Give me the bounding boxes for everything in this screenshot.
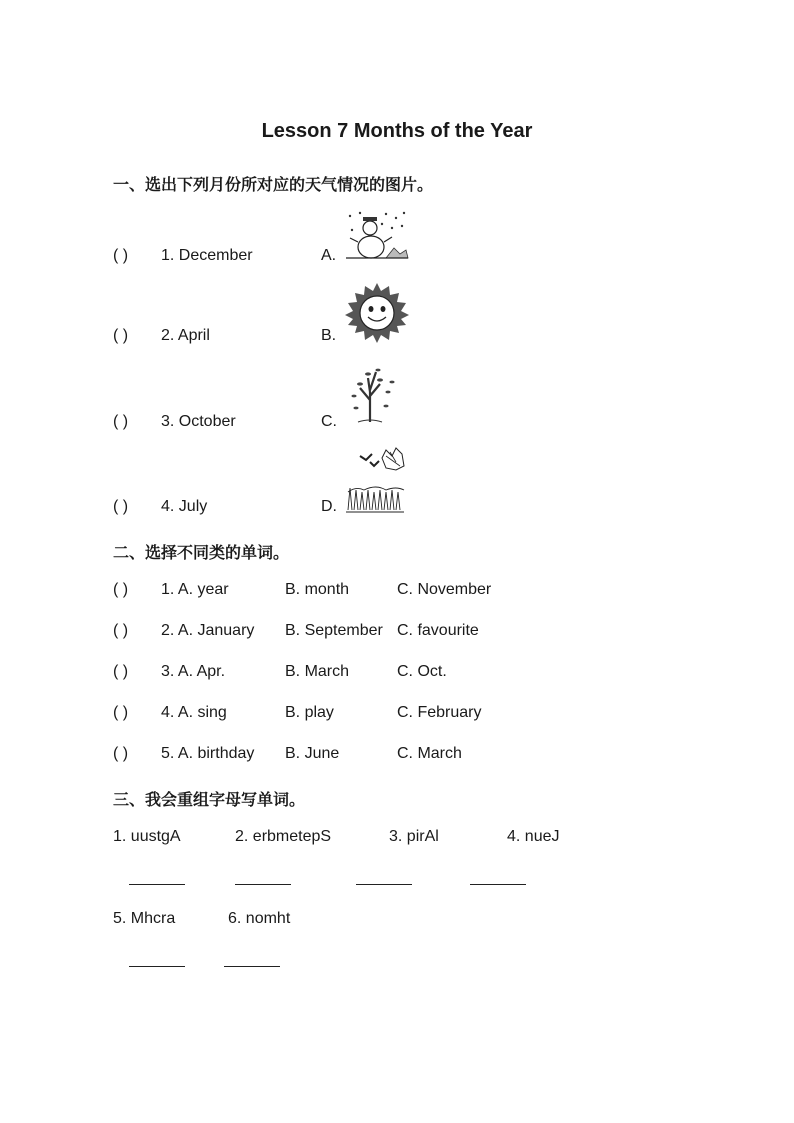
section1-heading: 一、选出下列月份所对应的天气情况的图片。 [113, 177, 434, 194]
option-a: 2. A. January [161, 622, 255, 639]
answer-bracket[interactable]: ( ) [113, 663, 129, 680]
option-c: C. Oct. [397, 663, 447, 680]
answer-bracket[interactable]: ( ) [113, 581, 129, 598]
answer-bracket[interactable]: ( ) [113, 622, 129, 639]
option-b: B. play [285, 704, 334, 721]
scrambled-word: 4. nueJ [507, 828, 560, 845]
option-label: D. [321, 498, 337, 515]
answer-bracket[interactable]: ( ) [113, 745, 129, 762]
scrambled-word: 1. uustgA [113, 828, 181, 845]
option-c: C. November [397, 581, 492, 598]
question-text: 2. April [161, 327, 210, 344]
option-a: 4. A. sing [161, 704, 227, 721]
scrambled-word: 5. Mhcra [113, 910, 176, 927]
answer-blank[interactable] [224, 966, 280, 967]
answer-blank[interactable] [470, 884, 526, 885]
answer-bracket[interactable]: ( ) [113, 498, 129, 515]
option-b: B. March [285, 663, 350, 680]
answer-blank[interactable] [356, 884, 412, 885]
scrambled-word: 2. erbmetepS [235, 828, 332, 845]
page-title: Lesson 7 Months of the Year [261, 120, 533, 142]
option-c: C. February [397, 704, 482, 721]
option-a: 1. A. year [161, 581, 229, 598]
autumn-tree-icon [348, 362, 398, 424]
option-a: 5. A. birthday [161, 745, 255, 762]
section3-heading: 三、我会重组字母写单词。 [113, 792, 306, 809]
option-label: A. [321, 247, 337, 264]
question-text: 3. October [161, 413, 236, 430]
snowman-icon [346, 210, 408, 262]
answer-bracket[interactable]: ( ) [113, 327, 129, 344]
section2-heading: 二、选择不同类的单词。 [113, 545, 290, 562]
answer-bracket[interactable]: ( ) [113, 413, 129, 430]
option-b: B. September [285, 622, 383, 639]
option-b: B. June [285, 745, 340, 762]
question-text: 4. July [161, 498, 208, 515]
answer-blank[interactable] [129, 966, 185, 967]
scrambled-word: 6. nomht [228, 910, 291, 927]
answer-blank[interactable] [235, 884, 291, 885]
option-c: C. March [397, 745, 462, 762]
answer-blank[interactable] [129, 884, 185, 885]
option-c: C. favourite [397, 622, 479, 639]
sun-icon [345, 283, 409, 343]
option-b: B. month [285, 581, 350, 598]
answer-bracket[interactable]: ( ) [113, 704, 129, 721]
option-label: B. [321, 327, 337, 344]
question-text: 1. December [161, 247, 253, 264]
birds-grass-icon [346, 448, 408, 514]
option-a: 3. A. Apr. [161, 663, 226, 680]
scrambled-word: 3. pirAl [389, 828, 439, 845]
option-label: C. [321, 413, 337, 430]
answer-bracket[interactable]: ( ) [113, 247, 129, 264]
